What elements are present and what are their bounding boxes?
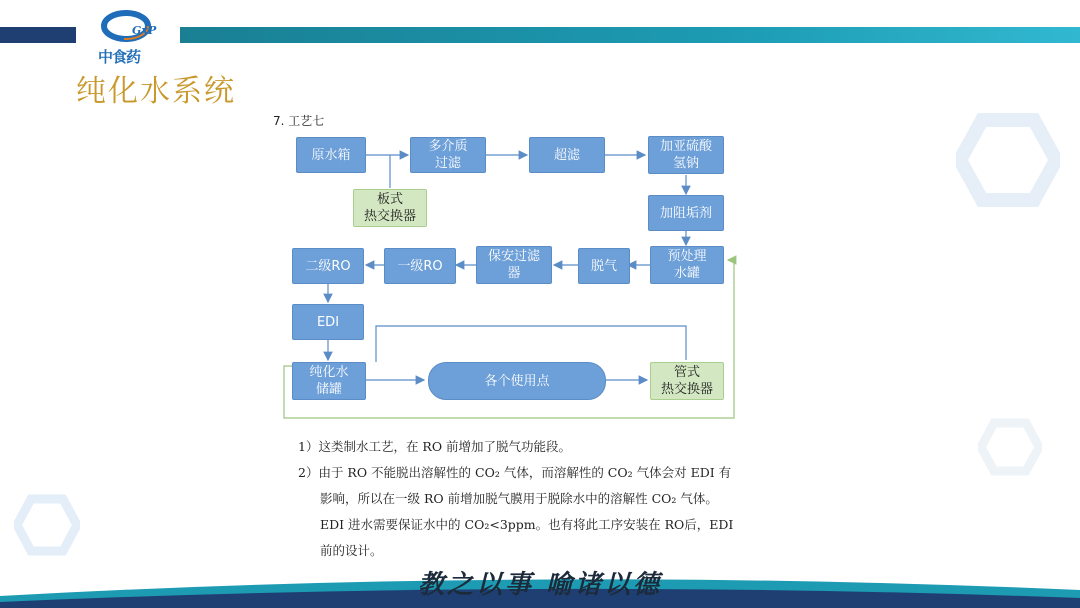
hexagon-decor-left: [14, 494, 80, 556]
ro-stage-2-box: 二级RO: [292, 248, 364, 284]
use-points-box: 各个使用点: [428, 362, 606, 400]
header-bar-right: [180, 27, 1080, 43]
logo-name: 中食药: [98, 48, 141, 66]
note-1: 1）这类制水工艺，在 RO 前增加了脱气功能段。: [298, 439, 572, 454]
ultrafiltration-box: 超滤: [529, 137, 605, 173]
note-2-line-2: 影响，所以在一级 RO 前增加脱气膜用于脱除水中的溶解性 CO₂ 气体。: [320, 491, 718, 506]
motto-text: 教之以事 喻诸以德: [418, 570, 663, 600]
ro-stage-1-box: 一级RO: [384, 248, 456, 284]
notes-block: [298, 434, 758, 564]
raw-water-tank-box: 原水箱: [296, 137, 366, 173]
security-filter-box: 保安过滤 器: [476, 246, 552, 284]
plate-heat-exchanger-box: 板式 热交换器: [353, 189, 427, 227]
sodium-bisulfite-box: 加亚硫酸 氢钠: [648, 136, 724, 174]
logo-sub: GxP: [132, 24, 157, 37]
note-2-line-1: 2）由于 RO 不能脱出溶解性的 CO₂ 气体，而溶解性的 CO₂ 气体会对 EDI 有: [298, 465, 732, 480]
page-title: 纯化水系统: [76, 74, 236, 109]
hexagon-decor-right-large: [956, 112, 1060, 208]
purified-water-storage-box: 纯化水 储罐: [292, 362, 366, 400]
multi-media-filter-box: 多介质 过滤: [410, 137, 486, 173]
note-2-line-3: EDI 进水需要保证水中的 CO₂<3ppm。也有将此工序安装在 RO后，EDI: [320, 517, 734, 532]
header-bar-left: [0, 27, 76, 43]
edi-box: EDI: [292, 304, 364, 340]
tube-heat-exchanger-box: 管式 热交换器: [650, 362, 724, 400]
degassing-box: 脱气: [578, 248, 630, 284]
hexagon-decor-right-small: [978, 418, 1042, 476]
note-2-line-4: 前的设计。: [320, 543, 383, 558]
step-title: 7. 工艺七: [273, 114, 325, 128]
pretreatment-tank-box: 预处理 水罐: [650, 246, 724, 284]
antiscalant-box: 加阻垢剂: [648, 195, 724, 231]
